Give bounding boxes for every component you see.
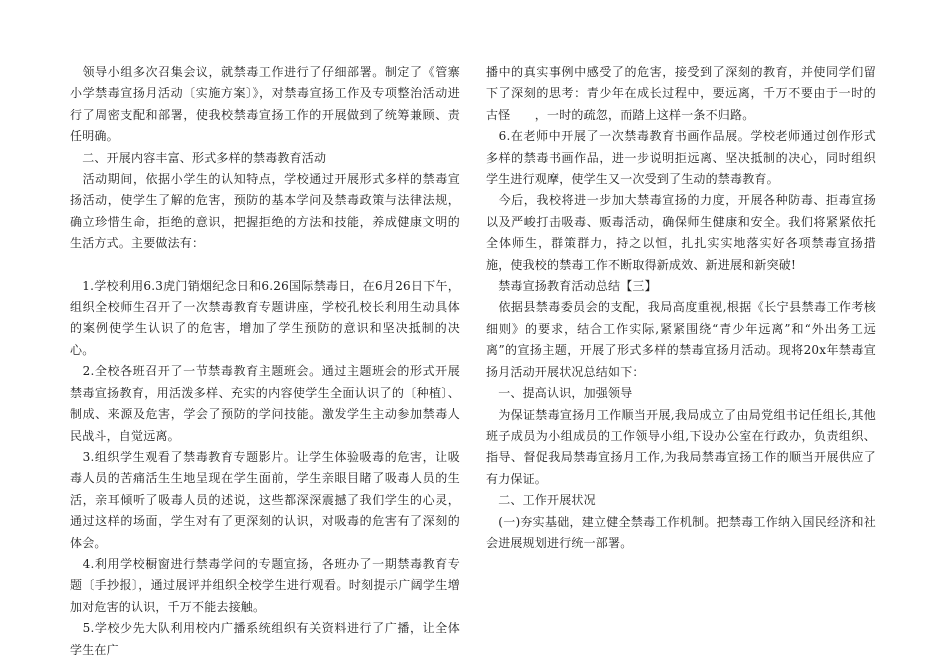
paragraph-leadership: 领导小组多次召集会议，就禁毒工作进行了仔细部署。制定了《管寨小学禁毒宣扬月活动〔实施方案〕》，对禁毒宣扬工作及专项整治活动进行了周密支配和部署，使我校禁毒宣扬工作的开展做到了统筹兼顾、责任明确。 [70, 65, 460, 144]
heading-leadership: 一、提高认识，加强领导 [486, 386, 633, 401]
paragraph-item-1: 1.学校利用6.3虎门销烟纪念日和6.26国际禁毒日，在6月26日下午，组织全校师生召开了一次禁毒教育专题讲座，学校孔校长利用生动具体的案例使学生认识了的危害，增加了学生预防的意识和坚决抵制的决心。 [70, 278, 460, 357]
paragraph-item-4: 4.利用学校橱窗进行禁毒学问的专题宣扬，各班办了一期禁毒教育专题〔手抄报〕，通过展评并组织全校学生进行观看。时刻提示广阔学生增加对危害的认识，千万不能去接触。 [70, 556, 460, 614]
paragraph-spacer [70, 255, 460, 276]
heading-work-status: 二、工作开展状况 [486, 493, 596, 508]
paragraph-working-group: 为保证禁毒宣扬月工作顺当开展,我局成立了由局党组书记任组长,其他班子成员为小组成员的工作领导小组,下设办公室在行政办，负责组织、指导、督促我局禁毒宣扬月工作,为我局禁毒宣扬工作的顺当开展供应了有力保证。 [486, 407, 876, 486]
paragraph-item-6: 6.在老师中开展了一次禁毒教育书画作品展。学校老师通过创作形式多样的禁毒书画作品，进一步说明拒远离、坚决抵制的决心，同时组织学生进行观摩，使学生又一次受到了生动的禁毒教育。 [486, 129, 876, 187]
paragraph-item-5-continued: 播中的真实事例中感受了的危害，接受到了深刻的教育，并使同学们留下了深刻的思考：青少年在成长过程中，要远离，千万不要由于一时的古怪 ，一时的疏忽，而踏上这样一条不归路。 [486, 65, 876, 122]
paragraph-item-3: 3.组织学生观看了禁毒教育专题影片。让学生体验吸毒的危害，让吸毒人员的苦痛活生生地呈现在学生面前，学生亲眼目睹了吸毒人员的生活，亲耳倾听了吸毒人员的述说，这些都深深震撼了我们学生的心灵，通过这样的场面，学生对有了更深刻的认识，对吸毒的危害有了深刻的体会。 [70, 449, 460, 550]
paragraph-activity-intro: 活动期间，依据小学生的认知特点，学校通过开展形式多样的禁毒宣扬活动，使学生了解的危害，预防的基本学问及禁毒政策与法律法规，确立珍惜生命，拒绝的意识，把握拒绝的方法和技能，养成健康文明的生活方式。主要做法有： [70, 172, 460, 251]
right-column [486, 62, 876, 554]
left-column [70, 62, 460, 661]
heading-activities: 二、开展内容丰富、形式多样的禁毒教育活动 [70, 150, 327, 165]
paragraph-future-plan: 今后，我校将进一步加大禁毒宣扬的力度，开展各种防毒、拒毒宣扬以及严峻打击吸毒、贩毒活动，确保师生健康和安全。我们将紧紧依托全体师生，群策群力，持之以恒，扎扎实实地落实好各项禁毒宣扬措施，使我校的禁毒工作不断取得新成效、新进展和新突破! [486, 193, 876, 272]
paragraph-item-2: 2.全校各班召开了一节禁毒教育主题班会。通过主题班会的形式开展禁毒宣扬教育，用活泼多样、充实的内容使学生全面认识了的〔种植〕、制成、来源及危害，学会了预防的学问技能。激发学生主动参加禁毒人民战斗，自觉远离。 [70, 364, 460, 443]
paragraph-county-requirements: 依据县禁毒委员会的支配，我局高度重视,根据《长宁县禁毒工作考核细则》的要求，结合工作实际,紧紧围绕“青少年远离”和“外出务工远离”的宣扬主题，开展了形式多样的禁毒宣扬月活动。现将20x年禁毒宣扬月活动开展状况总结如下： [486, 300, 876, 379]
paragraph-item-5: 5.学校少先大队利用校内广播系统组织有关资料进行了广播，让全体学生在广 [70, 621, 460, 657]
section-title-summary-3: 禁毒宣扬教育活动总结【三】 [486, 279, 657, 294]
paragraph-foundation: (一)夯实基础，建立健全禁毒工作机制。把禁毒工作纳入国民经济和社会进展规划进行统一部署。 [486, 514, 876, 550]
